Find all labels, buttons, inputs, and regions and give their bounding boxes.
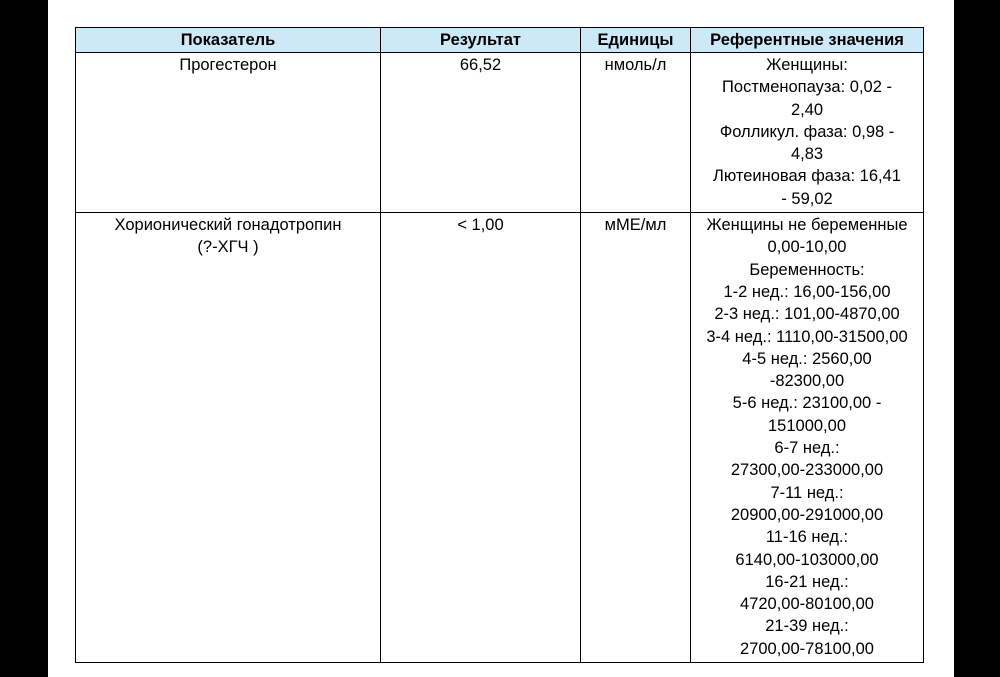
reference-line: 6-7 нед.: <box>774 439 840 458</box>
reference-line: 4,83 <box>790 145 824 164</box>
reference-line: 21-39 нед.: <box>765 617 849 636</box>
indicator-cell <box>76 213 381 663</box>
reference-line: 151000,00 <box>768 416 846 435</box>
header-row <box>76 28 924 53</box>
reference-line: 4720,00-80100,00 <box>740 595 874 614</box>
indicator-name: (?-ХГЧ ) <box>197 238 259 257</box>
reference-line: 20900,00-291000,00 <box>730 505 884 524</box>
reference-cell <box>691 53 924 213</box>
header-reference: Референтные значения <box>691 28 924 53</box>
reference-line: 16-21 нед.: <box>765 572 849 591</box>
units-cell: мМЕ/мл <box>581 213 691 663</box>
reference-line: 1-2 нед.: 16,00-156,00 <box>723 282 891 301</box>
reference-line: Беременность: <box>749 260 865 279</box>
table-body <box>76 53 924 663</box>
reference-line: 7-11 нед.: <box>770 483 844 502</box>
indicator-name: Хорионический гонадотропин <box>114 216 342 235</box>
lab-results-table <box>75 27 924 663</box>
reference-cell <box>691 213 924 663</box>
reference-line: Лютеиновая фаза: 16,41 <box>713 167 901 186</box>
table-row <box>76 213 924 663</box>
reference-line: 2,40 <box>790 100 824 119</box>
reference-line: 4-5 нед.: 2560,00 <box>742 349 872 368</box>
reference-line: Постменопауза: 0,02 - <box>722 78 892 97</box>
reference-line: 5-6 нед.: 23100,00 - <box>732 394 882 413</box>
reference-line: 2700,00-78100,00 <box>740 639 874 658</box>
reference-line: 2-3 нед.: 101,00-4870,00 <box>714 305 900 324</box>
reference-line: -82300,00 <box>769 372 845 391</box>
reference-line: 3-4 нед.: 1110,00-31500,00 <box>706 327 908 346</box>
units-cell: нмоль/л <box>581 53 691 213</box>
reference-line: Фолликул. фаза: 0,98 - <box>719 122 895 141</box>
table-row <box>76 53 924 213</box>
header-units: Единицы <box>581 28 691 53</box>
reference-line: 11-16 нед.: <box>765 528 849 547</box>
indicator-name: Прогестерон <box>179 56 277 74</box>
table-header <box>76 28 924 53</box>
indicator-cell <box>76 53 381 213</box>
result-cell: < 1,00 <box>381 213 581 663</box>
reference-line: - 59,02 <box>781 189 833 208</box>
reference-line: Женщины не беременные <box>706 216 908 235</box>
reference-line: 0,00-10,00 <box>767 238 847 257</box>
document-page <box>48 0 954 677</box>
reference-line: 6140,00-103000,00 <box>735 550 879 569</box>
header-indicator: Показатель <box>76 28 381 53</box>
header-result: Результат <box>381 28 581 53</box>
result-cell: 66,52 <box>381 53 581 213</box>
reference-line: Женщины: <box>766 56 848 74</box>
reference-line: 27300,00-233000,00 <box>730 461 884 480</box>
